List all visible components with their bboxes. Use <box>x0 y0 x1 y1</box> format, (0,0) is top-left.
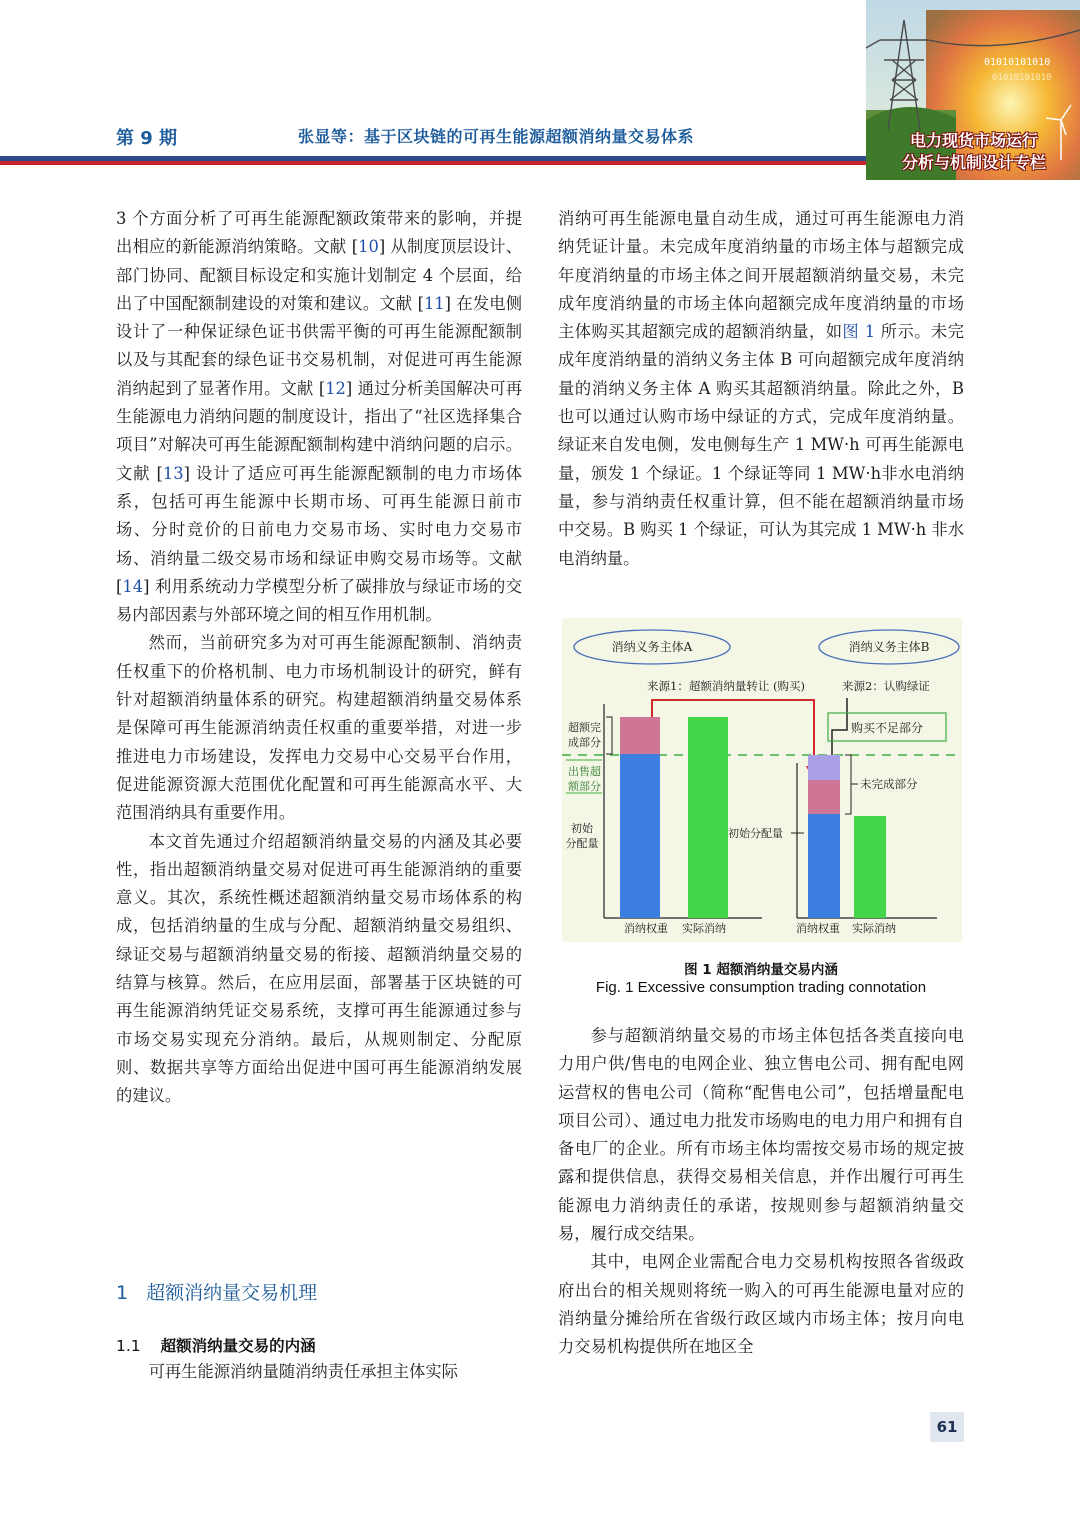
banner-line-1: 电力现货市场运行 <box>909 131 1038 150</box>
citation-link-14[interactable]: 14 <box>122 576 144 596</box>
text-run: ] 在发电侧设计了一种保证绿色证书供需平衡的可再生能源配额制以及与其配套的绿色证书交易机制，对促进可再生能源消纳起到了显著作用。文献 [ <box>116 293 523 398</box>
label-incomplete: 未完成部分 <box>860 777 918 791</box>
source-2-label: 来源2：认购绿证 <box>842 679 930 693</box>
banner-line-2: 分析与机制设计专栏 <box>901 153 1046 172</box>
subsection-number: 1.1 <box>116 1337 141 1355</box>
text-run: 所示。未完成年度消纳量的消纳义务主体 B 可向超额完成年度消纳量的消纳义务主体 A 购买其超额消纳量。除此之外，B 也可以通过认购市场中绿证的方式，完成年度消纳量。绿证来自发电侧，发电侧每生产 1 MW·h 可再生能源电量，颁发 1 个绿证。1 个绿证等同 1 MW·h非水电消纳量，参与消纳责任权重计算，但不能在超额消纳量市场中交易。B 购买 1 个绿证，可认为其完成 1 MW·h 非水电消纳量。 <box>558 322 964 568</box>
section-1-heading <box>116 1278 317 1305</box>
subsection-title: 超额消纳量交易的内涵 <box>160 1337 316 1355</box>
left-paragraph-4: 可再生能源消纳量随消纳责任承担主体实际 <box>148 1362 458 1381</box>
right-column-bottom <box>558 1022 964 1362</box>
right-column-top <box>558 205 964 573</box>
bar-b-initial <box>808 814 840 918</box>
text-run: 3 个方面分析了可再生能源配额政策带来的影响，并提出相应的新能源消纳策略。文献 [ <box>116 209 522 257</box>
figure-1 <box>562 618 962 942</box>
right-paragraph-3: 其中，电网企业需配合电力交易机构按照各省级政府出台的相关规则将统一购入的可再生能源电量对应的消纳量分摊给所在省级行政区域内市场主体；按月向电力交易机构提供所在地区全 <box>558 1252 964 1357</box>
xlabel-a-actual: 实际消纳 <box>682 922 726 935</box>
section-1-1-heading <box>116 1334 316 1356</box>
label-excess-2: 成部分 <box>568 736 601 749</box>
right-paragraph-2: 参与超额消纳量交易的市场主体包括各类直接向电力用户供/售电的电网企业、独立售电公司、拥有配电网运营权的售电公司（简称“配售电公司”，包括增量配电项目公司）、通过电力批发市场购电的电力用户和拥有自备电厂的企业。所有市场主体均需按交易市场的规定披露和提供信息，获得交易相关信息，并作出履行可再生能源电力消纳责任的承诺，按规则参与超额消纳量交易，履行成交结果。 <box>558 1026 964 1244</box>
running-title: 张显等：基于区块链的可再生能源超额消纳量交易体系 <box>298 127 695 146</box>
page-number: 61 <box>930 1412 964 1442</box>
transfer-arrow <box>652 700 814 778</box>
xlabel-a-weight: 消纳权重 <box>624 922 668 935</box>
issue-number: 第 9 期 <box>116 128 178 149</box>
left-paragraph-1 <box>116 205 522 629</box>
binary-text-1: 01010101010 <box>984 57 1051 68</box>
section-number: 1 <box>116 1282 129 1304</box>
binary-text-2: 01010101010 <box>992 73 1052 83</box>
xlabel-b-actual: 实际消纳 <box>852 922 896 935</box>
bar-b-purchased-excess <box>808 780 840 814</box>
citation-link-12[interactable]: 12 <box>325 378 346 398</box>
text-run: ] 通过分析美国解决可再生能源电力消纳问题的制度设计，指出了“社区选择集合项目”对解决可再生能源配额制构建中消纳问题的启示。文献 [ <box>116 378 523 483</box>
text-run: ] 利用系统动力学模型分析了碳排放与绿证市场的交易内部因素与外部环境之间的相互作用机制。 <box>116 576 522 625</box>
label-sold-1: 出售超 <box>568 765 601 778</box>
bar-b-actual <box>854 816 886 918</box>
label-initial-b: 初始分配量 <box>728 827 783 840</box>
bracket-excess <box>606 717 612 754</box>
text-run: ] 设计了适应可再生能源配额制的电力市场体系，包括可再生能源中长期市场、可再生能源日前市场、分时竞价的日前电力交易市场、实时电力交易市场、消纳量二级交易市场和绿证申购交易市场等。文献 [ <box>116 463 523 596</box>
column-banner-title <box>874 130 1074 174</box>
figure-1-link[interactable]: 图 1 <box>842 322 876 342</box>
text-run: 消纳可再生能源电量自动生成，通过可再生能源电力消纳凭证计量。未完成年度消纳量的市场主体与超额完成年度消纳量的市场主体之间开展超额消纳量交易，未完成年度消纳量的市场主体向超额完成年度消纳量的市场主体购买其超额完成的超额消纳量，如 <box>558 209 964 342</box>
section-title: 超额消纳量交易机理 <box>146 1282 318 1304</box>
citation-link-11[interactable]: 11 <box>423 293 445 313</box>
citation-link-10[interactable]: 10 <box>358 237 379 257</box>
left-paragraph-3: 本文首先通过介绍超额消纳量交易的内涵及其必要性，指出超额消纳量交易对促进可再生能源消纳的重要意义。其次，系统性概述超额消纳量交易市场体系的构成，包括消纳量的生成与分配、超额消纳量交易组织、绿证交易与超额消纳量交易的衔接、超额消纳量交易的结算与核算。然后，在应用层面，部署基于区块链的可再生能源消纳凭证交易系统，支撑可再生能源通过参与市场交易实现充分消纳。最后，从规则制定、分配原则、数据共享等方面给出促进中国可再生能源消纳发展的建议。 <box>116 831 522 1106</box>
source-1-label: 来源1：超额消纳量转让 (购买) <box>647 679 805 693</box>
bracket-incomplete <box>845 755 851 814</box>
label-excess-1: 超额完 <box>568 721 601 734</box>
bar-b-certificate <box>808 755 840 780</box>
figure-caption-chinese: 图 1 超额消纳量交易内涵 <box>684 962 838 978</box>
text-run: ] 从制度顶层设计、部门协同、配额目标设定和实施计划制定 4 个层面，给出了中国配额制建设的对策和建议。文献 [ <box>116 237 523 313</box>
label-sold-2: 额部分 <box>568 780 601 793</box>
left-column-tail <box>116 1358 522 1386</box>
entity-b-label: 消纳义务主体B <box>848 640 930 654</box>
left-column <box>116 205 522 1111</box>
bar-a-actual <box>688 717 728 918</box>
bar-a-excess <box>620 717 660 754</box>
left-paragraph-2: 然而，当前研究多为对可再生能源配额制、消纳责任权重下的价格机制、电力市场机制设计的研究，鲜有针对超额消纳量体系的研究。构建超额消纳量交易体系是保障可再生能源消纳责任权重的重要举措，对进一步推进电力市场建设，发挥电力交易中心交易平台作用，促进能源资源大范围优化配置和可再生能源高水平、大范围消纳具有重要作用。 <box>116 633 522 823</box>
label-initial-a-2: 分配量 <box>565 837 599 850</box>
xlabel-b-weight: 消纳权重 <box>796 922 840 935</box>
entity-a-label: 消纳义务主体A <box>611 640 693 654</box>
header-rule-red <box>0 161 870 165</box>
citation-link-13[interactable]: 13 <box>162 463 184 483</box>
label-initial-a-1: 初始 <box>571 822 593 835</box>
label-buy-shortfall: 购买不足部分 <box>850 721 924 735</box>
figure-caption-english: Fig. 1 Excessive consumption trading connotation <box>595 979 927 996</box>
right-paragraph-1 <box>558 205 964 573</box>
bar-a-initial <box>620 754 660 918</box>
